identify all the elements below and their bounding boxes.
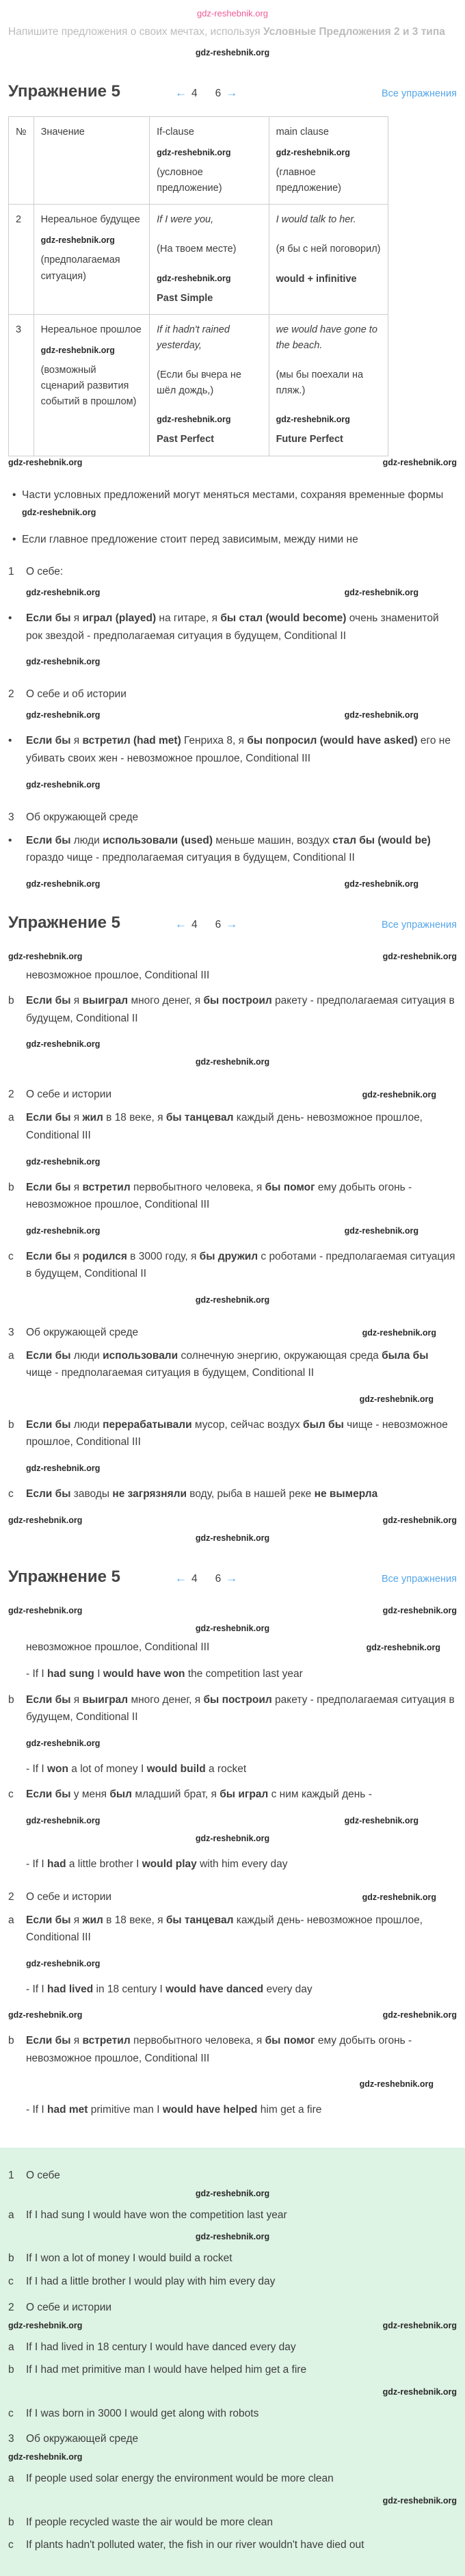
answer-text: If I had met primitive man I would have helped him get a fire [26,2364,307,2376]
watermark: gdz-reshebnik.org [344,879,418,889]
prev-exercise-number: 4 [191,1572,198,1585]
answer-item [8,2339,457,2356]
watermark-row [8,1830,457,1847]
column-header-number: № [9,116,34,205]
item-text: Если бы я жил в 18 веке, я бы танцевал каждый день- невозможное прошлое, Conditional III [26,1112,423,1141]
prev-exercise-number: 4 [191,918,198,931]
section-header [8,2170,457,2182]
watermark: gdz-reshebnik.org [8,2320,83,2330]
watermark-row [8,1619,457,1637]
watermark: gdz-reshebnik.org [382,1515,457,1525]
watermark-row [8,2449,457,2464]
item-marker: • [8,834,12,846]
watermark-row [8,1390,457,1408]
answer-item [8,2514,457,2532]
watermark: gdz-reshebnik.org [382,951,457,961]
section-title: О себе и об истории [26,688,127,701]
answers-panel [0,2148,465,2576]
site-logo-link[interactable]: gdz-reshebnik.org [196,8,269,18]
column-header-if-clause [150,116,269,205]
watermark: gdz-reshebnik.org [382,457,457,467]
watermark: gdz-reshebnik.org [8,457,83,467]
prev-exercise-link[interactable] [175,86,198,100]
note-item [22,486,457,521]
watermark-row [8,1035,457,1053]
watermark-row [8,1053,457,1071]
english-answer: - If I won a lot of money I would build a rocket [26,1762,247,1775]
watermark: gdz-reshebnik.org [8,951,83,961]
exercise-item [8,1485,457,1503]
exercise-item [8,1691,457,1726]
answer-text: If I had a little brother I would play with him every day [26,2276,276,2287]
exercise-item [8,1912,457,1947]
item-marker: c [8,1788,14,1801]
next-exercise-number: 6 [215,87,222,99]
item-marker: b [8,995,14,1007]
watermark-row [8,875,457,893]
english-answer: - If I had sung I would have won the competition last year [26,1668,303,1680]
section-header [8,811,457,824]
watermark: gdz-reshebnik.org [157,273,231,283]
section-number: 2 [8,1089,14,1101]
item-text: Если бы я выиграл много денег, я бы построил ракету - предполагаемая ситуация в будущем, Conditional II [26,995,455,1024]
section-header [8,1089,457,1101]
conditionals-table [8,116,388,456]
item-text: Если бы я встретил (had met) Генриха 8, я бы попросил (would have asked) его не убивать своих жен - невозможное прошлое, Conditional III [26,735,451,764]
cell-meaning [34,314,150,456]
main-example: I would talk to her. [276,214,356,226]
watermark-row [8,948,457,965]
next-exercise-link[interactable] [215,918,238,931]
watermark: gdz-reshebnik.org [276,147,350,157]
answer-item [8,2273,457,2291]
answer-item [8,2207,457,2224]
next-exercise-link[interactable] [215,86,238,100]
right-arrow-icon: → [226,917,238,931]
meaning-text: Нереальное прошлое [40,324,142,335]
exercise-item [8,832,457,867]
section-title: О себе и истории [26,2301,112,2313]
section-number: 1 [8,566,14,578]
table-header-row [9,116,388,205]
cell-main-clause [269,205,388,315]
watermark: gdz-reshebnik.org [195,2232,270,2242]
watermark-row [8,456,457,469]
cell-if-clause [150,314,269,456]
table-row-conditional-2 [9,205,388,315]
watermark: gdz-reshebnik.org [8,1605,83,1615]
watermark-row [8,2075,457,2093]
item-text: Если бы я встретил первобытного человека, я бы помог ему добыть огонь - невозможное прошлое, Conditional III [26,2035,412,2064]
answers-section-about-me-and-history [8,2302,457,2423]
note-item [22,531,457,549]
carried-over-text: невозможное прошлое, Conditional III [26,1641,210,1653]
watermark: gdz-reshebnik.org [26,588,101,598]
section-header [8,1327,457,1339]
next-exercise-number: 6 [215,918,222,931]
if-translation: (На твоем месте) [157,244,237,255]
exercise-item [8,1109,457,1144]
answer-text: If I had lived in 18 century I would have danced every day [26,2341,296,2353]
note-text: Если главное предложение стоит перед зависимым, между ними не [22,533,358,545]
watermark: gdz-reshebnik.org [8,2010,83,2020]
watermark: gdz-reshebnik.org [195,47,270,57]
watermark: gdz-reshebnik.org [26,1738,101,1748]
section-about-me-and-history [8,688,457,793]
main-example: we would have gone to the beach. [276,324,377,351]
note-text: Части условных предложений могут меняться местами, сохраняя временные формы [22,489,444,501]
if-clause-header-title: If-clause [157,126,194,138]
item-marker: a [8,2209,14,2221]
answer-text: If people used solar energy the environment would be more clean [26,2473,334,2485]
answer-text: If plants hadn't polluted water, the fish in our river wouldn't have died out [26,2539,364,2551]
section-number: 2 [8,688,14,701]
answer-text: If people recycled waste the air would be more clean [26,2516,274,2528]
watermark-row [8,2229,457,2244]
item-marker: a [8,2341,14,2353]
watermark: gdz-reshebnik.org [26,1156,101,1167]
item-text: Если бы я выиграл много денег, я бы построил ракету - предполагаемая ситуация в будущем, Conditional II [26,1693,455,1723]
left-arrow-icon: ← [175,86,187,99]
item-text: Если бы заводы не загрязняли воду, рыба в нашей реке не вымерла [26,1488,378,1500]
right-arrow-icon: → [226,1571,238,1585]
watermark-row [8,44,457,62]
exercise-title: Упражнение 5 [8,81,120,101]
section-title: О себе и истории [26,1890,112,1903]
item-marker: c [8,1250,14,1262]
watermark: gdz-reshebnik.org [26,1958,101,1968]
section-title: Об окружающей среде [26,2433,139,2445]
watermark: gdz-reshebnik.org [382,2320,457,2330]
exercise-item [8,1248,457,1283]
meaning-text: Нереальное будущее [40,214,140,226]
answer-text: If I had sung I would have won the competition last year [26,2209,287,2221]
answers-section-about-me [8,2170,457,2291]
watermark: gdz-reshebnik.org [362,1892,436,1902]
main-translation: (мы бы поехали на пляж.) [276,369,364,397]
exercise-item [8,732,457,767]
all-exercises-link[interactable]: Все упражнения [382,1573,457,1585]
if-example: If I were you, [157,214,214,226]
watermark: gdz-reshebnik.org [382,2386,457,2397]
next-exercise-link[interactable] [215,1572,238,1585]
exercise-item [8,2032,457,2067]
item-marker: a [8,1914,14,1926]
section-header [8,1891,457,1903]
watermark: gdz-reshebnik.org [26,657,101,667]
watermark-row [8,2493,457,2508]
if-translation: (Если бы вчера не шёл дождь,) [157,369,241,397]
section-number: 3 [8,1326,14,1338]
watermark-row [8,1153,457,1171]
prev-exercise-link[interactable] [175,918,198,931]
item-marker: a [8,1112,14,1124]
section-number: 1 [8,2169,14,2181]
watermark-row [8,584,457,601]
exercise-header [8,913,457,933]
item-text: Если бы я родился в 3000 году, я бы дружил с роботами - предполагаемая ситуация в будущем, Conditional II [26,1250,455,1280]
watermark: gdz-reshebnik.org [26,710,101,720]
watermark: gdz-reshebnik.org [362,1327,436,1338]
watermark: gdz-reshebnik.org [40,345,115,355]
next-exercise-number: 6 [215,1572,222,1585]
item-marker: b [8,2035,14,2047]
watermark: gdz-reshebnik.org [195,1057,270,1067]
all-exercises-link[interactable]: Все упражнения [382,919,457,931]
answer-text: If I was born in 3000 I would get along with robots [26,2407,259,2419]
watermark-row [8,1511,457,1529]
exercise-item [8,1179,457,1214]
watermark-row [8,776,457,794]
section-environment [8,1327,457,1547]
item-text: Если бы я играл (played) на гитаре, я бы стал (would become) очень знаменитой рок звездой - предполагаемая ситуация в будущем, Conditional II [26,612,439,642]
exercise-nav [175,1572,237,1585]
watermark-row [8,2318,457,2333]
watermark: gdz-reshebnik.org [344,588,418,598]
watermark: gdz-reshebnik.org [362,1090,436,1100]
item-marker: • [8,735,12,747]
exercise-item [8,1786,457,1804]
section-header [8,2433,457,2445]
item-text: Если бы люди использовали солнечную энергию, окружающая среда была бы чище - предполагаемая ситуация в будущем, Conditional II [26,1349,429,1379]
exercise-title: Упражнение 5 [8,1567,120,1586]
site-header [8,4,457,22]
main-tense: would + infinitive [276,273,357,285]
cell-number: 3 [9,314,34,456]
exercise-title: Упражнение 5 [8,913,120,932]
section-about-me-and-history [8,1891,457,2119]
watermark: gdz-reshebnik.org [157,415,231,425]
watermark: gdz-reshebnik.org [382,2495,457,2506]
item-marker: b [8,2252,14,2265]
watermark: gdz-reshebnik.org [195,1833,270,1843]
main-translation: (я бы с ней поговорил) [276,244,381,255]
main-tense: Future Perfect [276,434,343,445]
prev-exercise-link[interactable] [175,1572,198,1585]
english-answer: - If I had lived in 18 century I would have danced every day [26,1983,313,1995]
if-clause-header-subtitle: (условное предложение) [157,166,222,194]
section-title: О себе: [26,566,64,578]
item-marker: b [8,1693,14,1706]
if-tense: Past Simple [157,292,213,304]
english-answer: - If I had met primitive man I would have helped him get a fire [26,2104,322,2116]
item-marker: c [8,2539,14,2551]
task-description: Напишите предложения о своих мечтах, используя Условные Предложения 2 и 3 типа [8,26,445,38]
prev-exercise-number: 4 [191,87,198,99]
watermark: gdz-reshebnik.org [26,1039,101,1050]
main-clause-header-subtitle: (главное предложение) [276,166,341,194]
watermark: gdz-reshebnik.org [276,415,350,425]
watermark: gdz-reshebnik.org [26,879,101,889]
left-arrow-icon: ← [175,1571,187,1585]
watermark-row [8,2384,457,2399]
meaning-subtext: (возможный сценарий развития событий в прошлом) [40,364,137,408]
watermark: gdz-reshebnik.org [195,2188,270,2198]
section-number: 2 [8,2301,14,2313]
answer-item [8,2361,457,2379]
exercise-header [8,82,457,101]
section-about-me-and-history [8,1089,457,1308]
cell-main-clause [269,314,388,456]
watermark: gdz-reshebnik.org [195,1294,270,1305]
if-tense: Past Perfect [157,434,214,445]
item-text: Если бы люди перерабатывали мусор, сейчас воздух был бы чище - невозможное прошлое, Conditional III [26,1418,448,1448]
item-marker: c [8,1488,14,1500]
watermark: gdz-reshebnik.org [8,2452,83,2462]
item-marker: b [8,2364,14,2376]
answer-item [8,2405,457,2423]
watermark: gdz-reshebnik.org [40,235,115,246]
answer-item [8,2470,457,2488]
watermark-row [8,1529,457,1547]
answers-section-environment [8,2433,457,2554]
item-text: Если бы люди использовали (used) меньше машин, воздух стал бы (would be) гораздо чище - предполагаемая ситуация в будущем, Conditional II [26,834,431,864]
watermark: gdz-reshebnik.org [344,1815,418,1825]
carried-over-text: невозможное прошлое, Conditional III [26,969,210,981]
watermark: gdz-reshebnik.org [382,2010,457,2020]
item-marker: c [8,2407,14,2419]
watermark-row [8,706,457,724]
watermark-row [8,2006,457,2024]
all-exercises-link[interactable]: Все упражнения [382,88,457,99]
watermark: gdz-reshebnik.org [26,1225,101,1236]
item-marker: b [8,1181,14,1193]
item-text: Если бы у меня был младший брат, я бы играл с ним каждый день - [26,1788,372,1801]
watermark: gdz-reshebnik.org [26,779,101,790]
watermark-row [8,1955,457,1973]
watermark: gdz-reshebnik.org [344,1225,418,1236]
item-marker: a [8,1349,14,1362]
watermark: gdz-reshebnik.org [8,1515,83,1525]
watermark-row [8,1222,457,1240]
cell-if-clause [150,205,269,315]
exercise-item [8,610,457,645]
section-title: Об окружающей среде [26,1326,139,1338]
answer-item [8,2250,457,2267]
exercise-nav [175,86,237,100]
table-row-conditional-3 [9,314,388,456]
answer-item [8,2536,457,2554]
section-number: 3 [8,811,14,823]
exercise-item [8,1416,457,1451]
exercise-header [8,1567,457,1587]
section-header [8,566,457,578]
right-arrow-icon: → [226,86,238,99]
cell-number: 2 [9,205,34,315]
item-marker: b [8,2516,14,2528]
watermark: gdz-reshebnik.org [195,1533,270,1543]
watermark-row [8,653,457,671]
watermark: gdz-reshebnik.org [359,2079,434,2090]
watermark-row [8,1812,457,1830]
section-about-me [8,566,457,671]
item-marker: c [8,2276,14,2287]
item-marker: • [8,612,12,625]
watermark-row [8,1459,457,1477]
meaning-subtext: (предполагаемая ситуация) [40,255,120,282]
watermark: gdz-reshebnik.org [22,508,96,518]
watermark: gdz-reshebnik.org [26,1815,101,1825]
left-arrow-icon: ← [175,917,187,931]
english-answer: - If I had a little brother I would play with him every day [26,1858,288,1870]
section-number: 2 [8,1890,14,1903]
cell-meaning [34,205,150,315]
watermark-row [8,2186,457,2201]
section-title: О себе и истории [26,1089,112,1101]
section-title: О себе [26,2169,60,2181]
watermark: gdz-reshebnik.org [359,1394,434,1404]
exercise-nav [175,918,237,931]
watermark-row [8,1602,457,1619]
carried-over-row [8,1637,457,1658]
section-header [8,2302,457,2314]
watermark: gdz-reshebnik.org [26,1463,101,1473]
watermark-row [8,1291,457,1309]
watermark-row [8,1734,457,1752]
watermark: gdz-reshebnik.org [382,1605,457,1615]
exercise-item [8,1347,457,1382]
item-marker: b [8,1418,14,1431]
section-header [8,688,457,701]
section-number: 3 [8,2433,14,2445]
section-title: Об окружающей среде [26,811,139,823]
column-header-main-clause [269,116,388,205]
watermark: gdz-reshebnik.org [344,710,418,720]
notes-list [8,486,457,549]
column-header-meaning: Значение [34,116,150,205]
watermark: gdz-reshebnik.org [157,147,231,157]
item-marker: a [8,2473,14,2485]
exercise-item [8,992,457,1027]
section-environment [8,811,457,893]
watermark: gdz-reshebnik.org [366,1642,440,1652]
if-example: If it hadn't rained yesterday, [157,324,230,351]
item-text: Если бы я жил в 18 веке, я бы танцевал каждый день- невозможное прошлое, Conditional III [26,1914,423,1944]
main-clause-header-title: main clause [276,126,329,138]
answer-text: If I won a lot of money I would build a rocket [26,2252,232,2265]
watermark: gdz-reshebnik.org [195,1623,270,1633]
item-text: Если бы я встретил первобытного человека, я бы помог ему добыть огонь - невозможное прошлое, Conditional III [26,1181,412,1211]
